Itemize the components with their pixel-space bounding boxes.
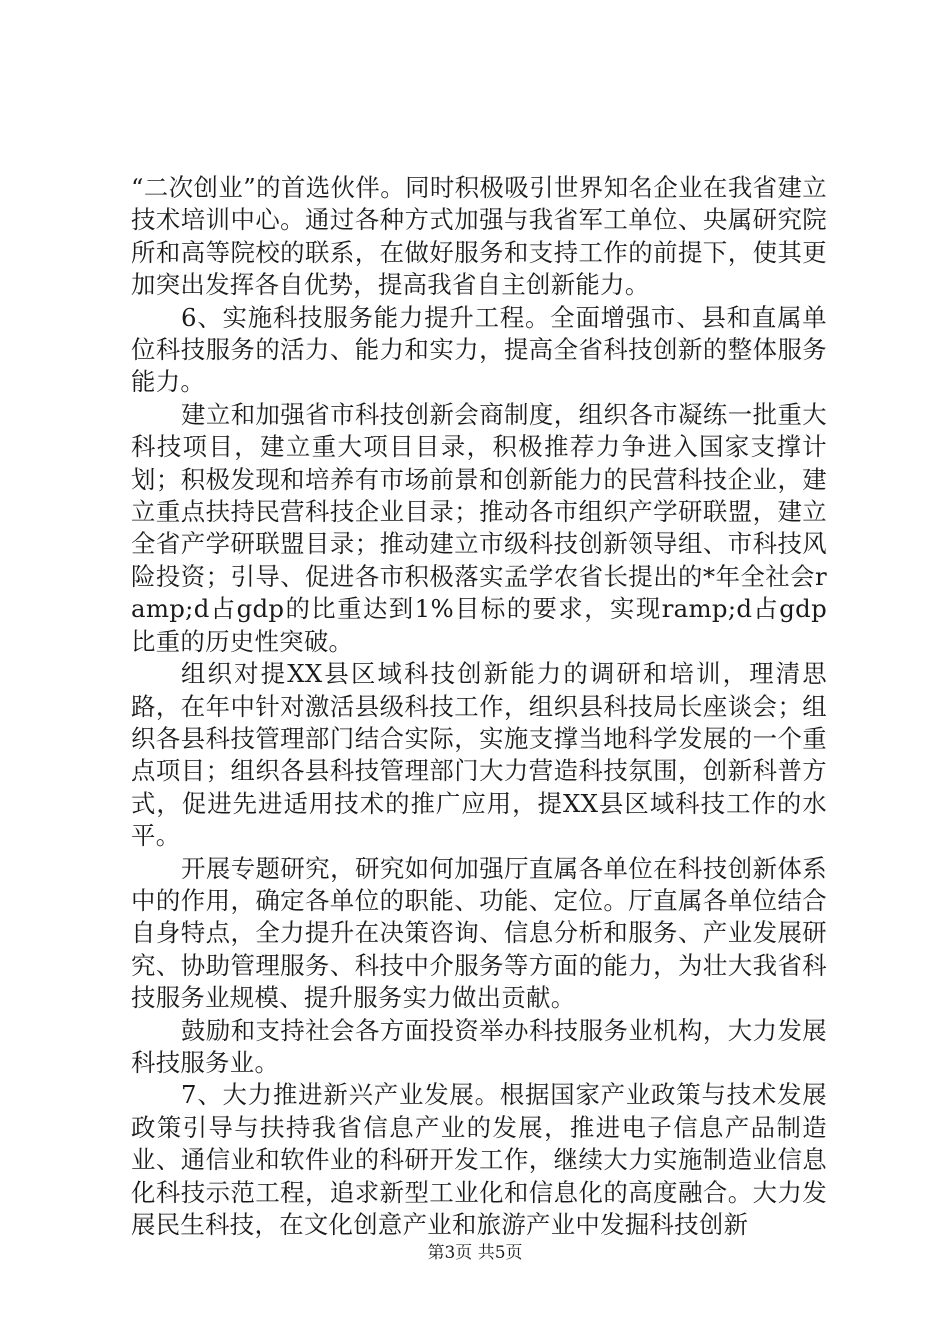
paragraph-item-6: 6、实施科技服务能力提升工程。全面增强市、县和直属单位科技服务的活力、能力和实力，提高全省科技创新的整体服务能力。 — [131, 302, 827, 397]
page-footer: 第3页 共5页 — [427, 1243, 523, 1263]
paragraph-county-innovation: 组织对提XX县区域科技创新能力的调研和培训，理清思路，在年中针对激活县级科技工作，组织县科技局长座谈会；组织各县科技管理部门结合实际，实施支撑当地科学发展的一个重点项目；组织各县科技管理部门大力营造科技氛围，创新科普方式，促进先进适用技术的推广应用，提XX县区域科技工作的水平。 — [131, 659, 827, 851]
paragraph-special-research: 开展专题研究，研究如何加强厅直属各单位在科技创新体系中的作用，确定各单位的职能、功能、定位。厅直属各单位结合自身特点，全力提升在决策咨询、信息分析和服务、产业发展研究、协助管理服务、科技中介服务等方面的能力，为壮大我省科技服务业规模、提升服务实力做出贡献。 — [131, 853, 827, 1013]
document-body — [131, 172, 827, 1241]
paragraph-continuation: “二次创业”的首选伙伴。同时积极吸引世界知名企业在我省建立技术培训中心。通过各种方式加强与我省军工单位、央属研究院所和高等院校的联系，在做好服务和支持工作的前提下，使其更加突出发挥各自优势，提高我省自主创新能力。 — [131, 173, 827, 300]
paragraph-service-institutions: 鼓励和支持社会各方面投资举办科技服务业机构，大力发展科技服务业。 — [131, 1015, 827, 1077]
paragraph-item-7: 7、大力推进新兴产业发展。根据国家产业政策与技术发展政策引导与扶持我省信息产业的发展，推进电子信息产品制造业、通信业和软件业的科研开发工作，继续大力实施制造业信息化科技示范工程，追求新型工业化和信息化的高度融合。大力发展民生科技，在文化创意产业和旅游产业中发掘科技创新 — [131, 1080, 827, 1239]
paragraph-consultation-system: 建立和加强省市科技创新会商制度，组织各市凝练一批重大科技项目，建立重大项目目录，积极推荐力争进入国家支撑计划；积极发现和培养有市场前景和创新能力的民营科技企业，建立重点扶持民营科技企业目录；推动各市组织产学研联盟，建立全省产学研联盟目录；推动建立市级科技创新领导组、市科技风险投资；引导、促进各市积极落实孟学农省长提出的*年全社会ramp;d占gdp的比重达到1%目标的要求，实现ramp;d占gdp比重的历史性突破。 — [131, 399, 827, 656]
